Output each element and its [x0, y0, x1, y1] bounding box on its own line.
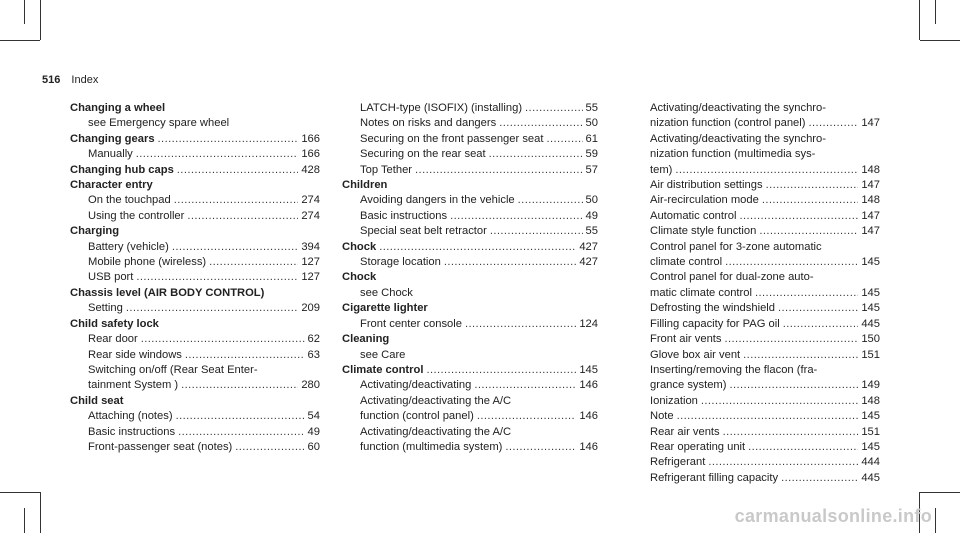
entry-text: Setting	[88, 302, 123, 315]
dot-leader	[174, 193, 299, 208]
crop-mark	[920, 492, 960, 493]
index-heading	[342, 332, 598, 347]
index-entry	[342, 224, 598, 239]
index-entry	[632, 255, 880, 270]
entry-text: see Care	[360, 348, 406, 361]
page-reference[interactable]: 63	[307, 348, 320, 361]
page-reference[interactable]: 148	[861, 194, 880, 207]
page-reference[interactable]: 150	[861, 333, 880, 346]
dot-leader	[490, 224, 583, 239]
dot-leader	[415, 163, 583, 178]
page-reference[interactable]: 146	[579, 440, 598, 453]
crop-mark	[0, 492, 40, 493]
index-heading	[70, 286, 320, 301]
index-heading	[342, 270, 598, 285]
index-entry	[342, 116, 598, 131]
index-entry	[342, 147, 598, 162]
page-reference[interactable]: 147	[861, 179, 880, 192]
entry-text: Battery (vehicle)	[88, 240, 169, 253]
dot-leader	[136, 147, 299, 162]
dot-leader	[379, 240, 576, 255]
entry-text: Securing on the front passenger seat	[360, 132, 544, 145]
page-reference[interactable]: 147	[861, 225, 880, 238]
index-entry	[342, 209, 598, 224]
dot-leader	[766, 178, 859, 193]
index-entry	[632, 163, 880, 178]
index-entry	[632, 224, 880, 239]
watermark: carmanualsonline.info	[734, 506, 932, 526]
index-entry	[632, 348, 880, 363]
entry-text: Front-passenger seat (notes)	[88, 440, 233, 453]
dot-leader	[126, 301, 298, 316]
page-reference[interactable]: 166	[301, 148, 320, 161]
entry-text: see Emergency spare wheel	[88, 117, 230, 130]
entry-text: Manually	[88, 148, 133, 161]
index-entry	[342, 394, 598, 409]
dot-leader	[176, 409, 305, 424]
dot-leader	[477, 409, 577, 424]
index-column-1	[70, 101, 320, 455]
entry-text: Ionization	[650, 394, 698, 407]
index-entry	[342, 317, 598, 332]
index-entry	[632, 286, 880, 301]
entry-text: Activating/deactivating the synchro-	[650, 132, 826, 145]
crop-mark	[0, 40, 40, 41]
entry-text: Child seat	[70, 394, 124, 407]
entry-text: Note	[650, 410, 674, 423]
index-heading	[70, 132, 320, 147]
entry-text: Storage location	[360, 256, 441, 269]
dot-leader	[708, 455, 858, 470]
dot-leader	[178, 425, 304, 440]
entry-text: Chock	[342, 240, 377, 253]
entry-text: Charging	[70, 225, 120, 238]
dot-leader	[783, 317, 859, 332]
dot-leader	[499, 116, 582, 131]
entry-text: Control panel for 3-zone automatic	[650, 240, 822, 253]
index-entry	[632, 147, 880, 162]
entry-text: Front center console	[360, 317, 462, 330]
entry-text: Activating/deactivating the A/C	[360, 394, 512, 407]
page-reference[interactable]: 148	[861, 394, 880, 407]
crop-mark	[919, 0, 920, 40]
index-entry	[70, 209, 320, 224]
entry-text: climate control	[650, 256, 723, 269]
entry-text: Changing gears	[70, 132, 155, 145]
index-entry	[632, 132, 880, 147]
page-number: 516	[42, 74, 61, 86]
index-heading	[342, 178, 598, 193]
dot-leader	[762, 193, 859, 208]
entry-text: Special seat belt retractor	[360, 225, 487, 238]
page-reference[interactable]: 55	[585, 102, 598, 114]
entry-text: tainment System )	[88, 379, 179, 392]
page-reference[interactable]: 145	[861, 286, 880, 299]
index-entry	[632, 101, 880, 116]
entry-text: Rear air vents	[650, 425, 720, 438]
page-reference[interactable]: 148	[861, 163, 880, 176]
crop-mark	[40, 492, 41, 533]
dot-leader	[158, 132, 299, 147]
entry-text: Attaching (notes)	[88, 410, 173, 423]
page-reference[interactable]: 209	[301, 302, 320, 315]
crop-mark	[40, 0, 41, 40]
entry-text: function (control panel)	[360, 410, 474, 423]
index-entry	[632, 455, 880, 470]
entry-text: tem)	[650, 163, 673, 176]
index-entry	[632, 301, 880, 316]
dot-leader	[778, 301, 858, 316]
index-entry	[70, 332, 320, 347]
entry-text: Climate control	[342, 363, 424, 376]
index-entry	[632, 178, 880, 193]
index-entry	[632, 116, 880, 131]
dot-leader	[725, 332, 859, 347]
page-reference[interactable]: 55	[585, 225, 598, 238]
index-entry	[342, 409, 598, 424]
crop-mark	[935, 508, 936, 533]
dot-leader	[725, 255, 858, 270]
index-entry	[70, 425, 320, 440]
entry-text: see Chock	[360, 286, 413, 299]
entry-text: Using the controller	[88, 209, 185, 222]
page-reference[interactable]: 280	[301, 379, 320, 392]
page-reference[interactable]: 427	[579, 256, 598, 269]
entry-text: Rear operating unit	[650, 440, 746, 453]
page-reference[interactable]: 145	[861, 256, 880, 269]
index-entry	[342, 255, 598, 270]
entry-text: Chock	[342, 271, 377, 284]
page-reference[interactable]: 274	[301, 194, 320, 207]
index-entry	[70, 378, 320, 393]
entry-text: nization function (multimedia sys-	[650, 148, 816, 161]
index-entry	[70, 147, 320, 162]
dot-leader	[743, 348, 858, 363]
index-entry	[632, 270, 880, 285]
index-heading	[70, 224, 320, 239]
page-reference[interactable]: 151	[861, 348, 880, 361]
page-reference[interactable]: 127	[301, 256, 320, 269]
page-reference[interactable]: 50	[585, 117, 598, 130]
page-reference[interactable]: 62	[307, 333, 320, 346]
page-reference[interactable]: 57	[585, 163, 598, 176]
index-column-2	[342, 101, 598, 455]
page-reference[interactable]: 394	[301, 240, 320, 253]
page-reference[interactable]: 59	[585, 148, 598, 161]
index-entry	[342, 286, 598, 301]
entry-text: Activating/deactivating the A/C	[360, 425, 512, 438]
page-reference[interactable]: 444	[861, 456, 880, 469]
index-entry	[342, 348, 598, 363]
page-reference[interactable]: 428	[301, 163, 320, 176]
entry-text: Front air vents	[650, 333, 722, 346]
section-title: Index	[71, 74, 99, 86]
entry-text: Changing hub caps	[70, 163, 174, 176]
entry-text: Notes on risks and dangers	[360, 117, 497, 130]
index-heading	[342, 301, 598, 316]
dot-leader	[181, 378, 298, 393]
entry-text: LATCH-type (ISOFIX) (installing)	[360, 102, 523, 114]
page-reference[interactable]: 149	[861, 379, 880, 392]
dot-leader	[748, 440, 858, 455]
entry-text: Activating/deactivating	[360, 379, 472, 392]
dot-leader	[209, 255, 298, 270]
entry-text: Refrigerant	[650, 456, 706, 469]
crop-mark	[24, 508, 25, 533]
dot-leader	[450, 209, 582, 224]
index-entry	[632, 363, 880, 378]
page-reference[interactable]: 50	[585, 194, 598, 207]
entry-text: Rear side windows	[88, 348, 182, 361]
entry-text: USB port	[88, 271, 134, 284]
entry-text: Changing a wheel	[70, 102, 166, 114]
entry-text: Top Tether	[360, 163, 413, 176]
index-heading	[70, 394, 320, 409]
index-entry	[70, 255, 320, 270]
dot-leader	[187, 209, 298, 224]
dot-leader	[759, 224, 858, 239]
index-entry	[632, 332, 880, 347]
index-entry	[342, 163, 598, 178]
index-entry	[632, 240, 880, 255]
index-entry	[632, 378, 880, 393]
index-heading	[70, 178, 320, 193]
page-reference[interactable]: 124	[579, 317, 598, 330]
index-entry	[70, 409, 320, 424]
crop-mark	[935, 0, 936, 24]
entry-text: Automatic control	[650, 209, 737, 222]
page-reference[interactable]: 60	[307, 440, 320, 453]
entry-text: Basic instructions	[88, 425, 176, 438]
dot-leader	[781, 471, 858, 486]
index-heading	[342, 363, 598, 378]
dot-leader	[444, 255, 576, 270]
entry-text: Cleaning	[342, 333, 390, 346]
dot-leader	[185, 348, 305, 363]
page-reference[interactable]: 147	[861, 209, 880, 222]
dot-leader	[677, 409, 859, 424]
dot-leader	[723, 425, 859, 440]
page-reference[interactable]: 274	[301, 209, 320, 222]
index-entry	[70, 301, 320, 316]
entry-text: function (multimedia system)	[360, 440, 503, 453]
dot-leader	[755, 286, 858, 301]
entry-text: Securing on the rear seat	[360, 148, 486, 161]
index-entry	[70, 193, 320, 208]
entry-text: matic climate control	[650, 286, 752, 299]
index-entry	[632, 471, 880, 486]
entry-text: Basic instructions	[360, 209, 448, 222]
dot-leader	[172, 240, 299, 255]
page-reference[interactable]: 127	[301, 271, 320, 284]
page-reference[interactable]: 146	[579, 410, 598, 423]
dot-leader	[739, 209, 858, 224]
dot-leader	[465, 317, 576, 332]
entry-text: Refrigerant filling capacity	[650, 471, 779, 484]
index-entry	[632, 193, 880, 208]
index-entry	[70, 363, 320, 378]
index-entry	[70, 270, 320, 285]
dot-leader	[675, 163, 858, 178]
index-entry	[632, 440, 880, 455]
dot-leader	[489, 147, 583, 162]
page-reference[interactable]: 145	[579, 363, 598, 376]
entry-text: Avoiding dangers in the vehicle	[360, 194, 515, 207]
index-entry	[632, 409, 880, 424]
page-reference[interactable]: 54	[307, 410, 320, 423]
index-entry	[70, 240, 320, 255]
entry-text: Mobile phone (wireless)	[88, 256, 207, 269]
entry-text: Inserting/removing the flacon (fra-	[650, 363, 818, 376]
entry-text: Rear door	[88, 333, 138, 346]
page-reference[interactable]: 427	[579, 240, 598, 253]
entry-text: Child safety lock	[70, 317, 159, 330]
entry-text: Chassis level (AIR BODY CONTROL)	[70, 286, 265, 299]
index-entry	[342, 193, 598, 208]
entry-text: Glove box air vent	[650, 348, 741, 361]
page-reference[interactable]: 61	[585, 132, 598, 145]
dot-leader	[136, 270, 298, 285]
dot-leader	[525, 101, 583, 116]
index-entry	[70, 116, 320, 131]
page-reference[interactable]: 151	[861, 425, 880, 438]
dot-leader	[235, 440, 304, 455]
page-reference[interactable]: 445	[861, 317, 880, 330]
index-entry	[342, 101, 598, 116]
index-heading	[70, 163, 320, 178]
entry-text: nization function (control panel)	[650, 117, 806, 130]
entry-text: Filling capacity for PAG oil	[650, 317, 780, 330]
page-reference[interactable]: 145	[861, 410, 880, 423]
dot-leader	[701, 394, 858, 409]
page-reference[interactable]: 146	[579, 379, 598, 392]
page-reference[interactable]: 49	[585, 209, 598, 222]
dot-leader	[729, 378, 858, 393]
page-reference[interactable]: 145	[861, 302, 880, 315]
index-heading	[342, 240, 598, 255]
entry-text: Control panel for dual-zone auto-	[650, 271, 814, 284]
entry-text: Defrosting the windshield	[650, 302, 775, 315]
entry-text: Climate style function	[650, 225, 757, 238]
page-reference[interactable]: 147	[861, 117, 880, 130]
index-heading	[70, 317, 320, 332]
index-entry	[342, 425, 598, 440]
dot-leader	[808, 116, 858, 131]
entry-text: Cigarette lighter	[342, 302, 428, 315]
entry-text: Switching on/off (Rear Seat Enter-	[88, 363, 258, 376]
page-reference[interactable]: 49	[307, 425, 320, 438]
crop-mark	[920, 40, 960, 41]
page-header	[42, 74, 98, 86]
index-entry	[342, 132, 598, 147]
index-entry	[342, 440, 598, 455]
dot-leader	[141, 332, 305, 347]
dot-leader	[518, 193, 583, 208]
page-reference[interactable]: 145	[861, 440, 880, 453]
index-column-3	[632, 101, 880, 486]
entry-text: grance system)	[650, 379, 727, 392]
index-entry	[632, 394, 880, 409]
index-entry	[70, 440, 320, 455]
index-entry	[632, 425, 880, 440]
dot-leader	[426, 363, 576, 378]
page-reference[interactable]: 445	[861, 471, 880, 484]
dot-leader	[177, 163, 299, 178]
entry-text: Activating/deactivating the synchro-	[650, 102, 826, 114]
dot-leader	[474, 378, 576, 393]
entry-text: Children	[342, 179, 388, 192]
entry-text: Character entry	[70, 179, 153, 192]
entry-text: Air-recirculation mode	[650, 194, 759, 207]
index-entry	[342, 378, 598, 393]
index-entry	[632, 317, 880, 332]
page-reference[interactable]: 166	[301, 132, 320, 145]
index-entry	[70, 348, 320, 363]
dot-leader	[505, 440, 576, 455]
dot-leader	[546, 132, 582, 147]
entry-text: On the touchpad	[88, 194, 171, 207]
crop-mark	[24, 0, 25, 24]
index-heading	[70, 101, 320, 116]
index-entry	[632, 209, 880, 224]
entry-text: Air distribution settings	[650, 179, 763, 192]
